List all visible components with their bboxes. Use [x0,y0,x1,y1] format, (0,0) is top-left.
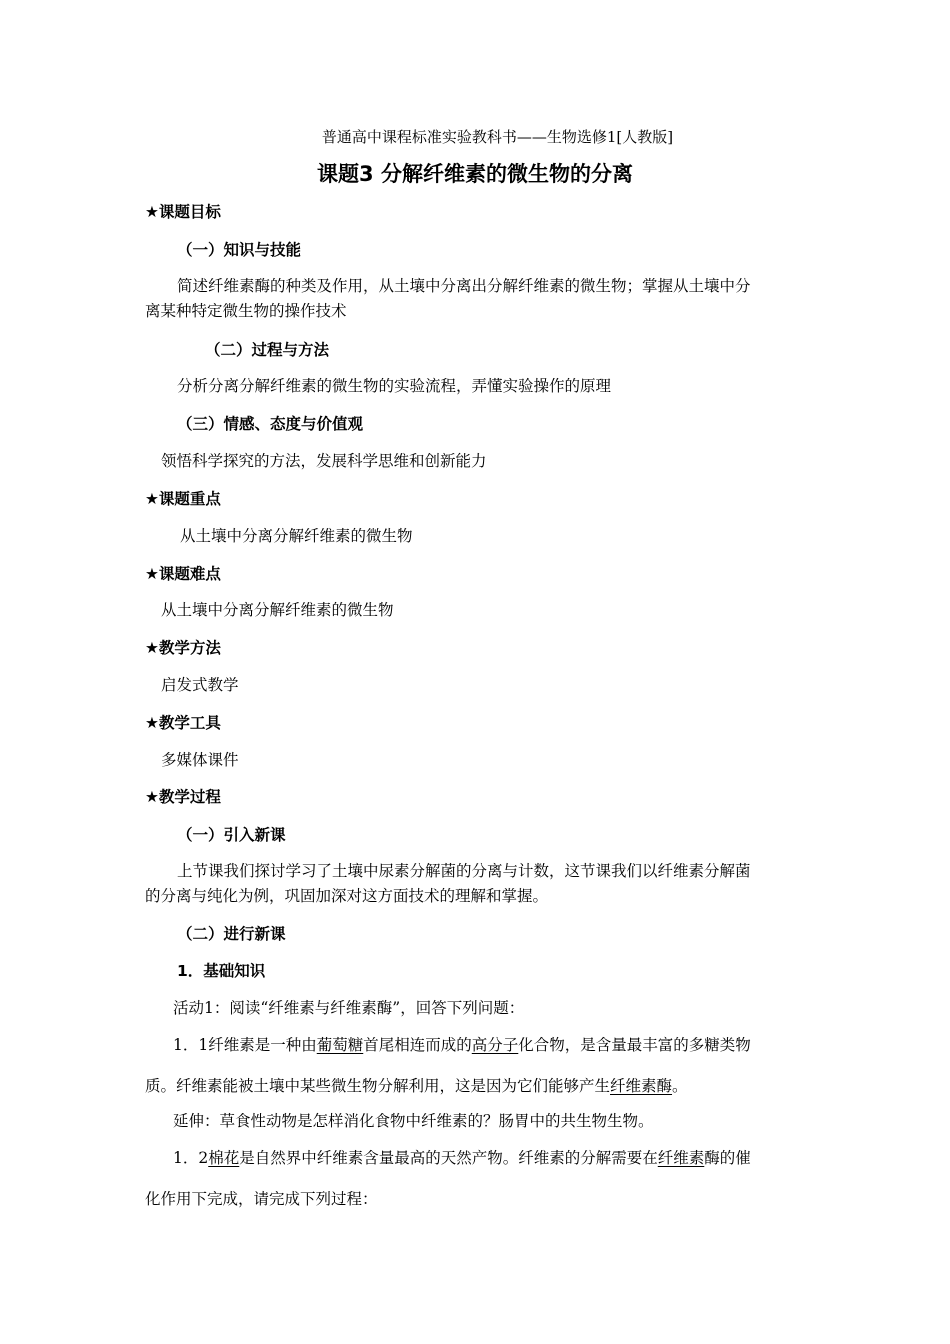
lesson-title: 课题3 分解纤维素的微生物的分离 [317,162,633,186]
knowledge-skills-text-1: 简述纤维素酶的种类及作用，从土壤中分离出分解纤维素的微生物；掌握从土壤中分 [177,277,751,295]
method-heading: ★教学方法 [145,639,221,657]
q2-text-e: 酶的催 [704,1149,751,1167]
q1-text-a: 1．1纤维素是一种由 [173,1036,317,1054]
tools-heading: ★教学工具 [145,714,221,732]
intro-text-2: 的分离与纯化为例，巩固加深对这方面技术的理解和掌握。 [145,887,549,905]
attitude-text: 领悟科学探究的方法，发展科学思维和创新能力 [161,452,487,470]
knowledge-skills-heading: （一）知识与技能 [177,241,302,259]
knowledge-skills-text-2: 离某种特定微生物的操作技术 [145,302,347,320]
question-1-line-1 [173,1035,751,1055]
q1-answer-polymer: 高分子 [471,1036,519,1054]
q1-text-f: 质。纤维素能被土壤中某些微生物分解利用，这是因为它们能够产生 [145,1077,611,1095]
goals-heading: ★课题目标 [145,203,221,221]
q1-text-h: 。 [672,1077,688,1095]
intro-text-1: 上节课我们探讨学习了土壤中尿素分解菌的分离与计数，这节课我们以纤维素分解菌 [177,862,751,880]
extension-text: 延伸：草食性动物是怎样消化食物中纤维素的？肠胃中的共生物生物。 [173,1112,654,1130]
key-point-text: 从土壤中分离分解纤维素的微生物 [180,527,413,545]
process-method-text: 分析分离分解纤维素的微生物的实验流程，弄懂实验操作的原理 [177,377,612,395]
q2-answer-cotton: 棉花 [208,1149,240,1167]
q2-answer-cellulose: 纤维素 [657,1149,705,1167]
method-text: 启发式教学 [161,676,239,694]
question-2-line-1 [173,1148,751,1168]
q1-text-c: 首尾相连而成的 [363,1036,472,1054]
q1-answer-cellulase: 纤维素酶 [610,1077,673,1095]
document-subtitle: 普通高中课程标准实验教科书——生物选修1[人教版] [321,128,674,146]
q2-text-c: 是自然界中纤维素含量最高的天然产物。纤维素的分解需要在 [239,1149,658,1167]
process-heading: ★教学过程 [145,788,221,806]
new-lesson-heading: （二）进行新课 [177,925,286,943]
difficulty-heading: ★课题难点 [145,565,221,583]
q2-text-a: 1．2 [173,1149,209,1167]
basic-knowledge-heading: 1．基础知识 [177,962,266,980]
tools-text: 多媒体课件 [161,751,239,769]
key-point-heading: ★课题重点 [145,490,221,508]
question-1-line-2 [145,1076,688,1096]
process-method-heading: （二）过程与方法 [205,341,330,359]
intro-heading: （一）引入新课 [177,826,286,844]
activity-prompt: 活动1：阅读“纤维素与纤维素酶”，回答下列问题： [173,999,525,1017]
q1-text-e: 化合物，是含量最丰富的多糖类物 [518,1036,751,1054]
question-2-line-2: 化作用下完成，请完成下列过程： [145,1190,378,1208]
difficulty-text: 从土壤中分离分解纤维素的微生物 [161,601,394,619]
attitude-heading: （三）情感、态度与价值观 [177,415,364,433]
q1-answer-glucose: 葡萄糖 [316,1036,364,1054]
